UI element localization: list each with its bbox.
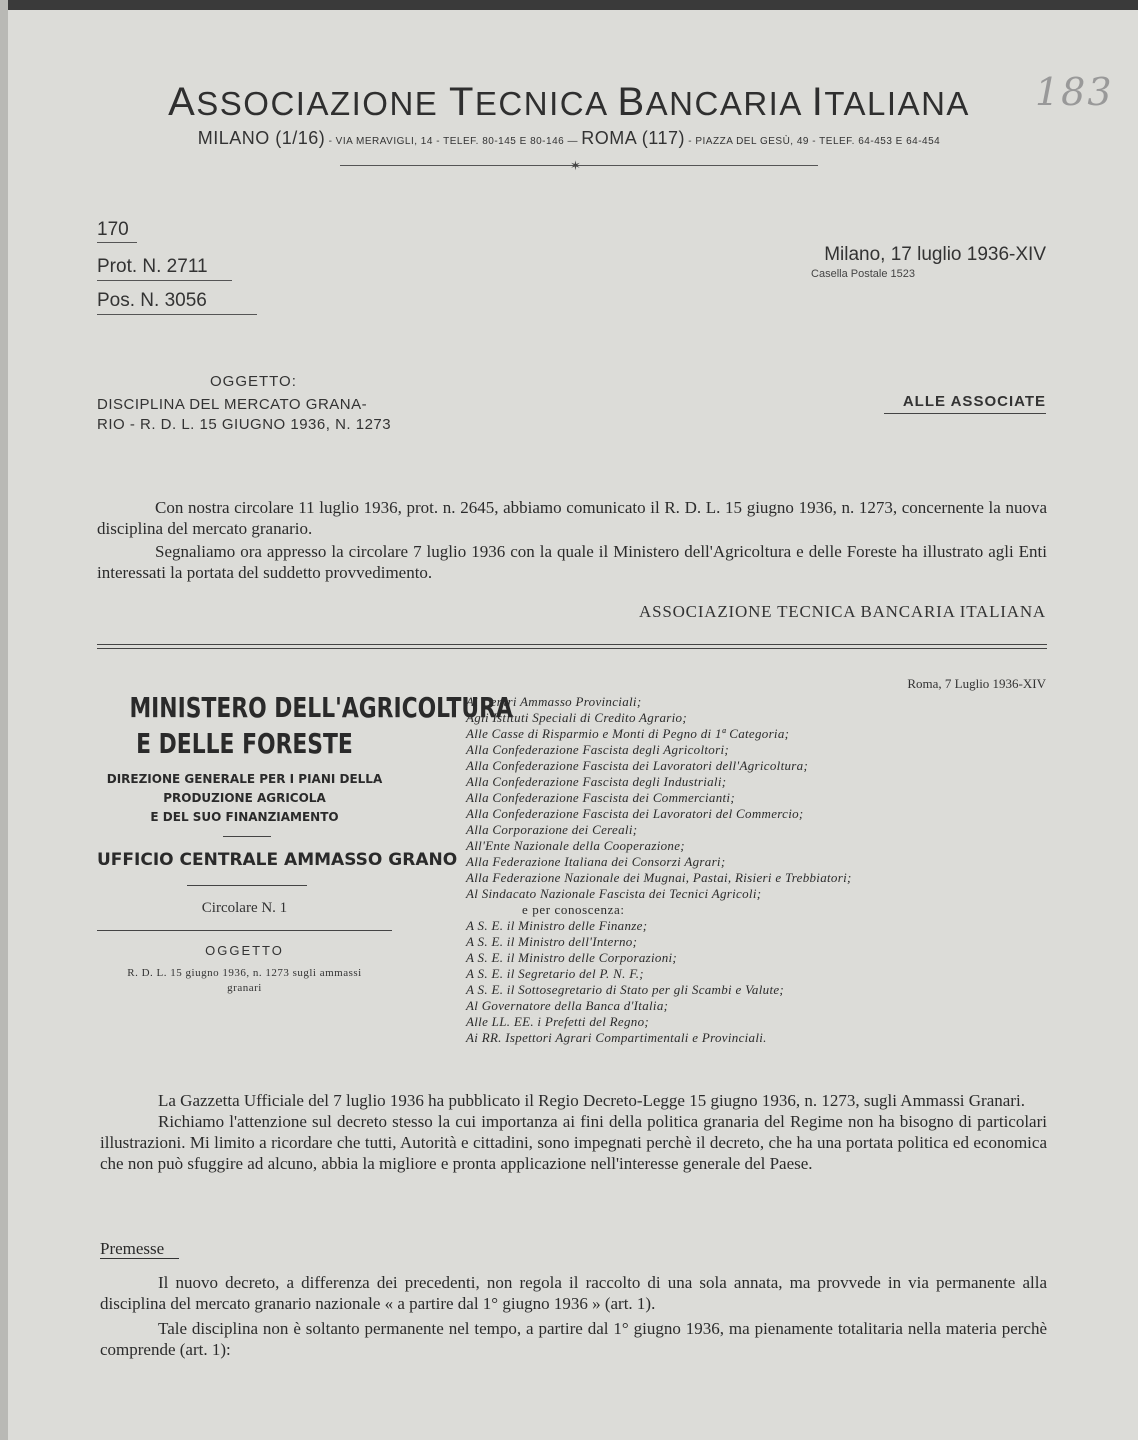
ministry-rule: [187, 885, 307, 886]
section-heading-premesse: Premesse: [100, 1239, 165, 1258]
recipient-item: Ai Centri Ammasso Provinciali;: [466, 694, 642, 709]
recipient-item: Alle Casse di Risparmio e Monti di Pegno di 1ª Categoria;: [466, 726, 790, 741]
circular-subject-text: [97, 966, 392, 996]
milan-city: MILANO (1/16): [197, 128, 326, 148]
rome-city: ROMA (117): [581, 128, 685, 148]
ministry-title: [129, 690, 513, 762]
recipient-item: Alla Federazione Italiana dei Consorzi Agrari;: [466, 854, 726, 869]
recipient-item: Al Sindacato Nazionale Fascista dei Tecnici Agricoli;: [466, 886, 762, 901]
recipient-item: Alla Confederazione Fascista dei Commercianti;: [466, 790, 735, 805]
addressee: ALLE ASSOCIATE: [902, 393, 1046, 410]
scan-top-border: [0, 0, 1138, 10]
subject-label: OGGETTO:: [210, 373, 297, 390]
cc-label: e per conoscenza:: [522, 902, 625, 917]
protocol-number: Prot. N. 2711: [97, 256, 208, 277]
circular-number: Circolare N. 1: [201, 900, 288, 916]
cc-recipient-item: Al Governatore della Banca d'Italia;: [466, 998, 669, 1013]
circular-subject-label: OGGETTO: [205, 943, 284, 958]
heading-underline: [100, 1258, 179, 1259]
ministry-title-line: E DELLE FORESTE: [136, 727, 353, 760]
addressee-underline: [884, 413, 1046, 414]
milan-address: - VIA MERAVIGLI, 14 - TELEF. 80-145 E 80-146 —: [328, 136, 578, 147]
recipient-item: Agli Istituti Speciali di Credito Agrario;: [466, 710, 687, 725]
cover-signature: ASSOCIAZIONE TECNICA BANCARIA ITALIANA: [639, 602, 1046, 621]
po-box: Casella Postale 1523: [811, 268, 915, 280]
ministry-department-line: E DEL SUO FINANZIAMENTO: [150, 810, 339, 824]
cover-paragraph-1: Con nostra circolare 11 luglio 1936, prot. n. 2645, abbiamo comunicato il R. D. L. 15 giugno 1936, n. 1273, concernente la nuova disciplina del mercato granario.: [97, 498, 1047, 538]
position-number: Pos. N. 3056: [97, 290, 207, 311]
ministry-rule: [223, 836, 271, 837]
section-divider: [97, 644, 1047, 645]
recipient-item: Alla Confederazione Fascista degli Industriali;: [466, 774, 727, 789]
recipient-item: Alla Confederazione Fascista dei Lavoratori dell'Agricoltura;: [466, 758, 809, 773]
star-ornament-icon: ✶: [570, 158, 581, 173]
circular-paragraph-1: La Gazzetta Ufficiale del 7 luglio 1936 ha pubblicato il Regio Decreto-Legge 15 giugno 1936, n. 1273, sugli Ammassi Granari.: [158, 1091, 1025, 1110]
reference-rule: [97, 242, 137, 243]
subject-text: [97, 395, 437, 435]
cc-recipient-item: A S. E. il Segretario del P. N. F.;: [466, 966, 644, 981]
position-rule: [97, 314, 257, 315]
circular-intro: [100, 1090, 1047, 1174]
circular-paragraph-4: Tale disciplina non è soltanto permanente nel tempo, a partire dal 1° giugno 1936, ma pienamente totalitaria nella materia perchè comprende (art. 1):: [100, 1319, 1047, 1359]
circular-date: Roma, 7 Luglio 1936-XIV: [907, 676, 1046, 691]
cc-recipient-item: A S. E. il Ministro dell'Interno;: [466, 934, 638, 949]
circular-subject-line: R. D. L. 15 giugno 1936, n. 1273 sugli ammassi: [127, 967, 362, 979]
scan-left-border: [0, 0, 8, 1440]
ministry-office: UFFICIO CENTRALE AMMASSO GRANO: [97, 850, 458, 870]
recipient-item: Alla Confederazione Fascista dei Lavoratori del Commercio;: [466, 806, 804, 821]
reference-number: 170: [97, 219, 129, 240]
recipient-item: Alla Confederazione Fascista degli Agricoltori;: [466, 742, 730, 757]
circular-paragraph-2: Richiamo l'attenzione sul decreto stesso la cui importanza ai fini della politica granaria del Regime non ha bisogno di particolari illustrazioni. Mi limito a ricordare che tutti, Autorità e cittadini, sono impegnati perchè il decreto, che ha una portata politica ed economica che non può sfuggire ad alcuno, abbia la migliore e pronta applicazione nell'interesse generale del Paese.: [100, 1112, 1047, 1173]
protocol-rule: [97, 280, 232, 281]
recipient-list: [466, 694, 1046, 1046]
recipient-item: Alla Federazione Nazionale dei Mugnai, Pastai, Risieri e Trebbiatori;: [466, 870, 852, 885]
cc-recipient-item: A S. E. il Sottosegretario di Stato per gli Scambi e Valute;: [466, 982, 785, 997]
circular-paragraph-3: Il nuovo decreto, a differenza dei precedenti, non regola il raccolto di una sola annata, ma provvede in via permanente alla disciplina del mercato granario nazionale « a partire dal 1° giugno 1936 » (art. 1).: [100, 1273, 1047, 1313]
subject-line: DISCIPLINA DEL MERCATO GRANA-: [97, 396, 368, 413]
recipient-item: Alla Corporazione dei Cereali;: [466, 822, 638, 837]
rome-address: - PIAZZA DEL GESÙ, 49 - TELEF. 64-453 E 64-454: [688, 136, 941, 147]
ministry-department-line: DIREZIONE GENERALE PER I PIANI DELLA: [106, 772, 383, 786]
handwritten-page-number: 183: [1035, 70, 1114, 114]
cc-recipient-item: Alle LL. EE. i Prefetti del Regno;: [466, 1014, 650, 1029]
ministry-department-line: PRODUZIONE AGRICOLA: [163, 791, 326, 805]
section-divider: [97, 648, 1047, 649]
cc-recipient-item: A S. E. il Ministro delle Finanze;: [466, 918, 648, 933]
cc-recipient-item: Ai RR. Ispettori Agrari Compartimentali e Provinciali.: [466, 1030, 767, 1045]
ministry-department: [97, 770, 392, 827]
circular-body: [100, 1272, 1047, 1360]
letter-date: Milano, 17 luglio 1936-XIV: [824, 244, 1046, 265]
subject-line: RIO - R. D. L. 15 GIUGNO 1936, N. 1273: [97, 416, 392, 433]
ministry-rule: [97, 930, 392, 931]
letterhead-address: [0, 128, 1138, 149]
recipient-item: All'Ente Nazionale della Cooperazione;: [466, 838, 685, 853]
cover-paragraph-2: Segnaliamo ora appresso la circolare 7 luglio 1936 con la quale il Ministero dell'Agricoltura e delle Foreste ha illustrato agli Enti interessati la portata del suddetto provvedimento.: [97, 542, 1047, 582]
cc-recipient-item: A S. E. il Ministro delle Corporazioni;: [466, 950, 678, 965]
ministry-title-line: MINISTERO DELL'AGRICOLTURA: [129, 691, 513, 724]
letterhead-organization: ASSOCIAZIONE TECNICA BANCARIA ITALIANA: [168, 80, 970, 124]
circular-subject-line: granari: [227, 982, 262, 994]
